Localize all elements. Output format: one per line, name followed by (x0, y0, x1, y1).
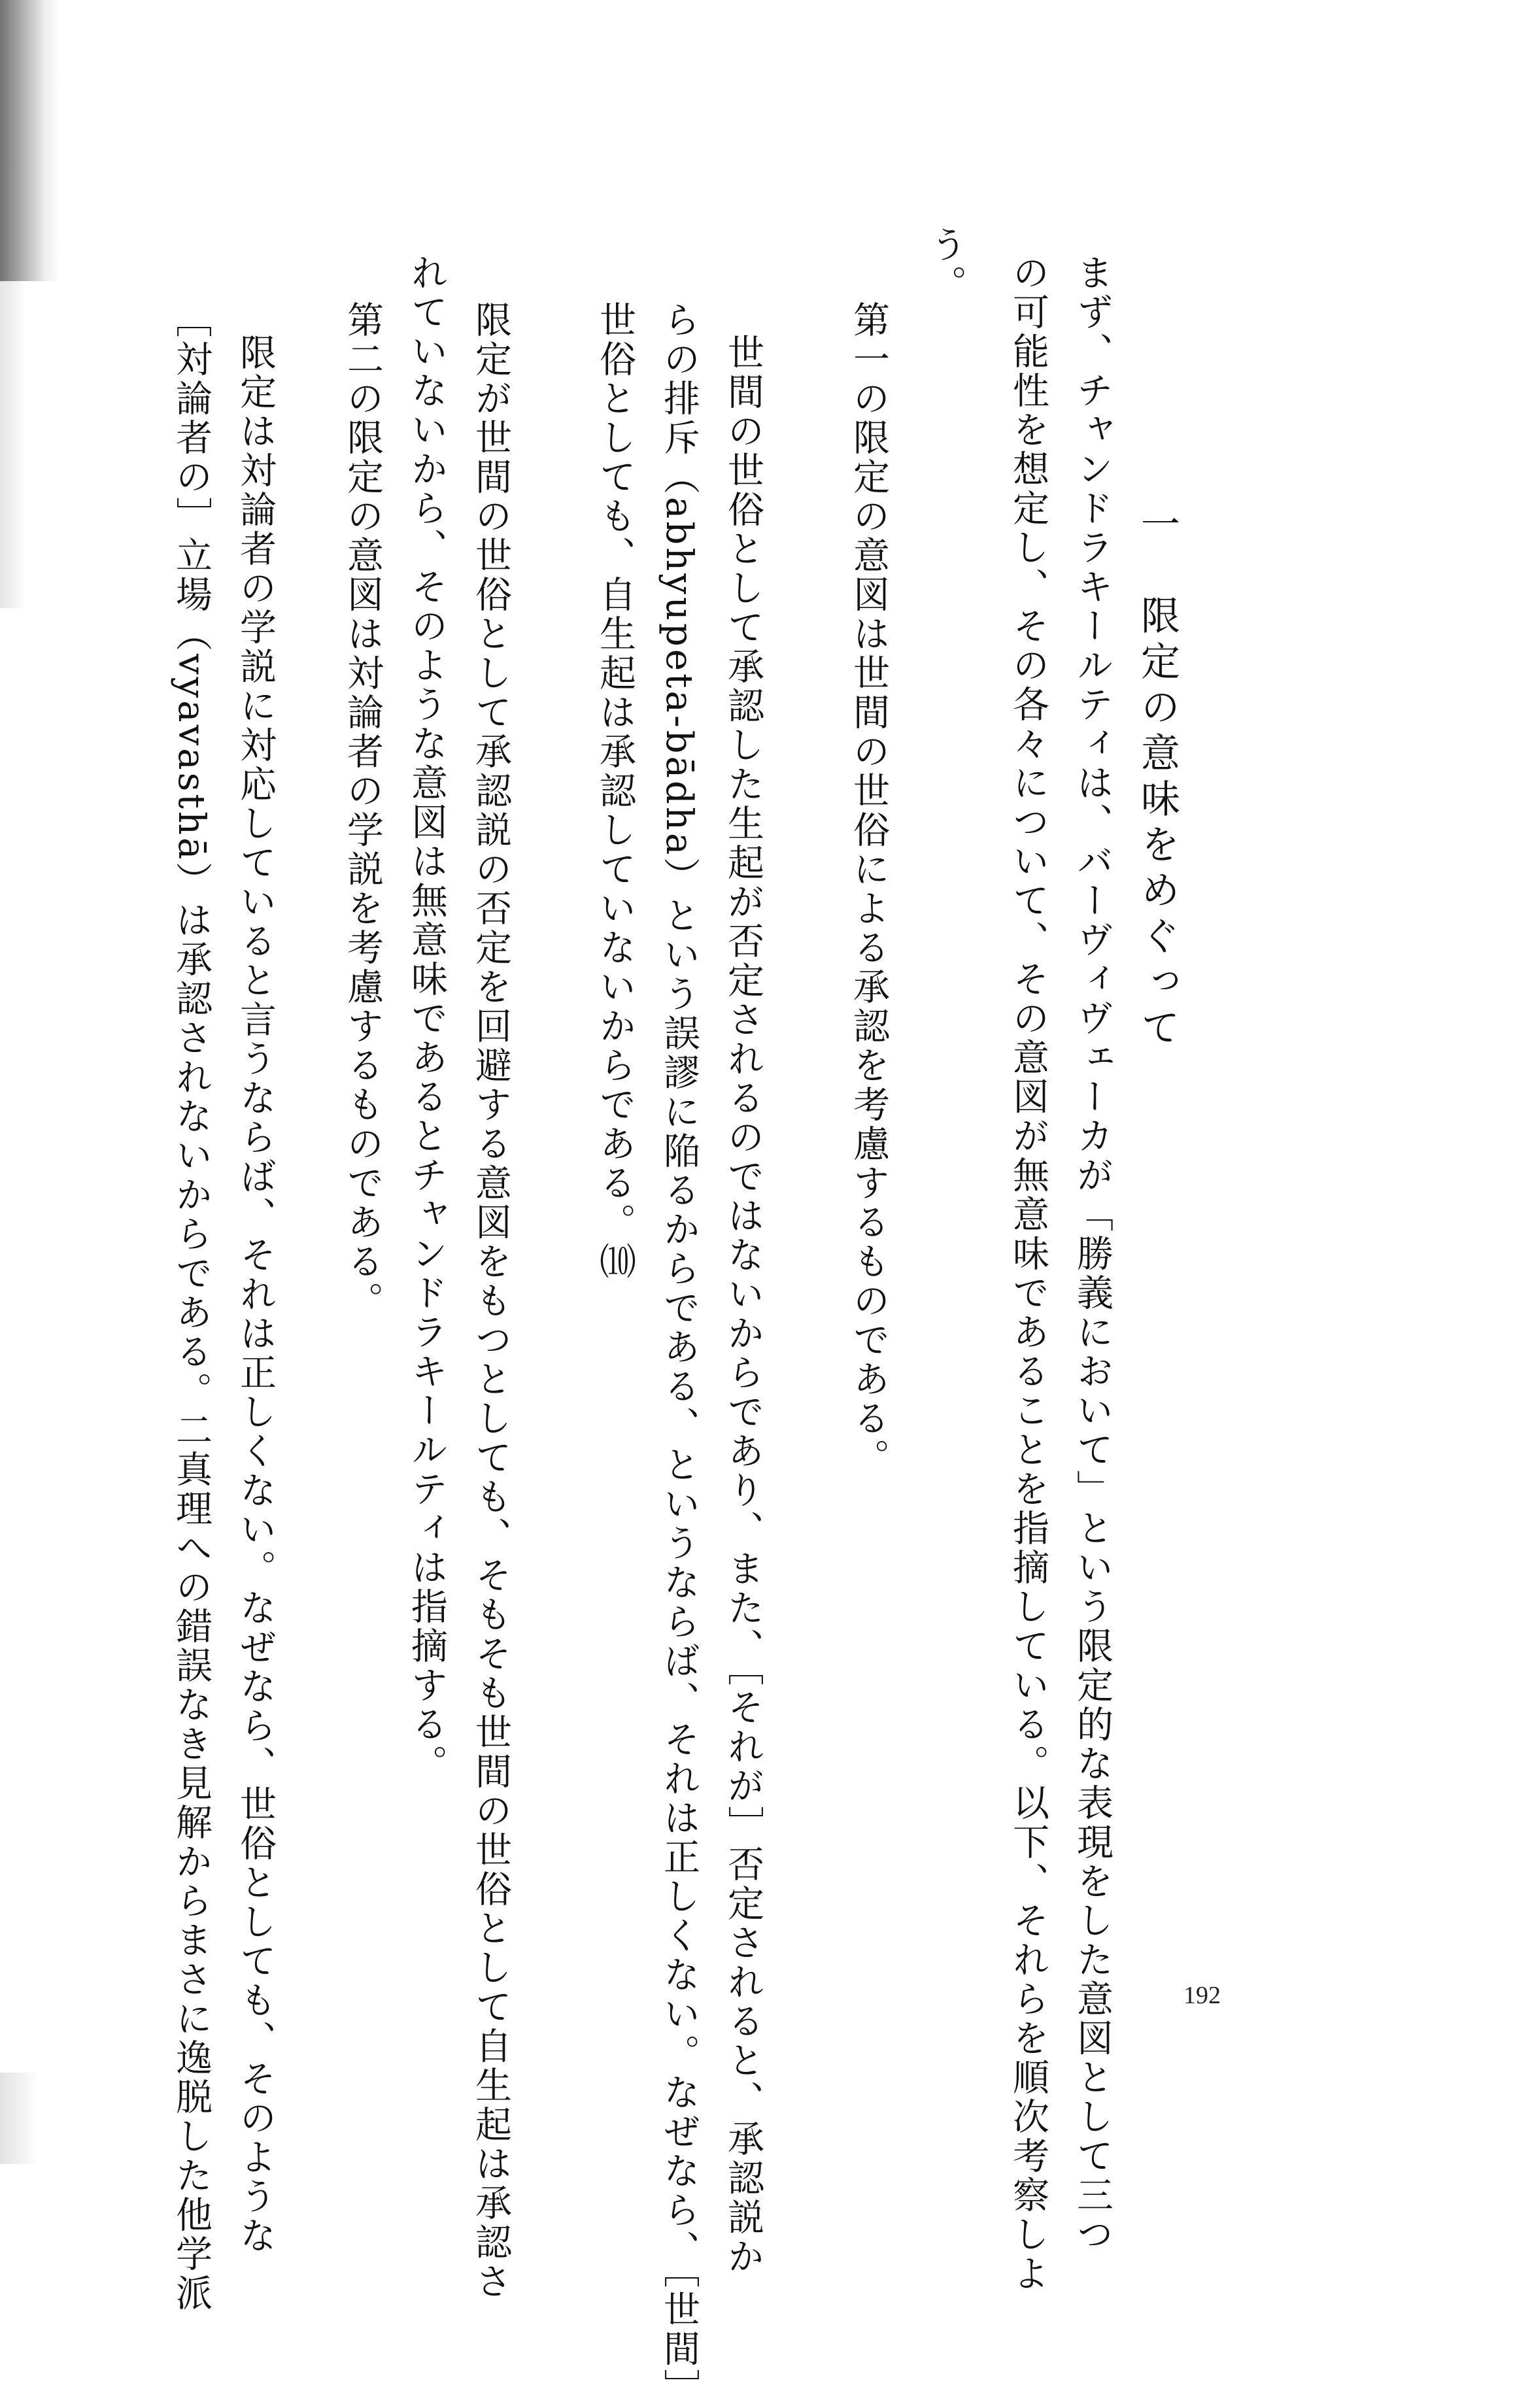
scan-shadow-top-left (0, 0, 59, 281)
section-heading: 一 限定の意味をめぐって (1134, 503, 1180, 1053)
text-column-1: まず、チャンドラキールティは、バーヴィヴェーカが「勝義において」という限定的な表現をした意図として三つ (1071, 254, 1114, 2254)
text-column-12: ［対論者の］立場（vyavasthā）は承認されないからである。二真理への錯誤なき見解からまさに逸脱した他学派 (170, 301, 212, 2314)
text-column-6: らの排斥（abhyupeta-bādha）という誤謬に陥るからである、というならば、それは正しくない。なぜなら、［世間］ (658, 301, 700, 2408)
text-column-8: 限定が世間の世俗として承認説の否定を回避する意図をもつとしても、そもそも世間の世俗として自生起は承認さ (469, 301, 512, 2301)
text-column-7: 世俗としても、自生起は承認していないからである。⑽ (594, 301, 636, 1281)
text-column-5: 世間の世俗として承認した生起が否定されるのではないからであり、また、［それが］否定されると、承認説か (722, 333, 764, 2277)
page-number: 192 (1183, 1982, 1221, 2009)
text-column-3: う。 (925, 226, 967, 304)
text-column-4: 第一の限定の意図は世間の世俗による承認を考慮するものである。 (847, 301, 890, 1478)
text-column-10: 第二の限定の意図は対論者の学説を考慮するものである。 (341, 301, 384, 1321)
scan-shadow-bottom-left (0, 2073, 39, 2164)
text-column-11: 限定は対論者の学説に対応していると言うならば、それは正しくない。なぜなら、世俗としても、そのような (234, 333, 277, 2256)
text-column-2: の可能性を想定し、その各々について、その意図が無意味であることを指摘している。以下、それらを順次考察しよ (1007, 254, 1049, 2294)
text-column-9: れていないから、そのような意図は無意味であるとチャンドラキールティは指摘する。 (405, 254, 448, 1784)
scan-shadow-left (0, 281, 26, 608)
